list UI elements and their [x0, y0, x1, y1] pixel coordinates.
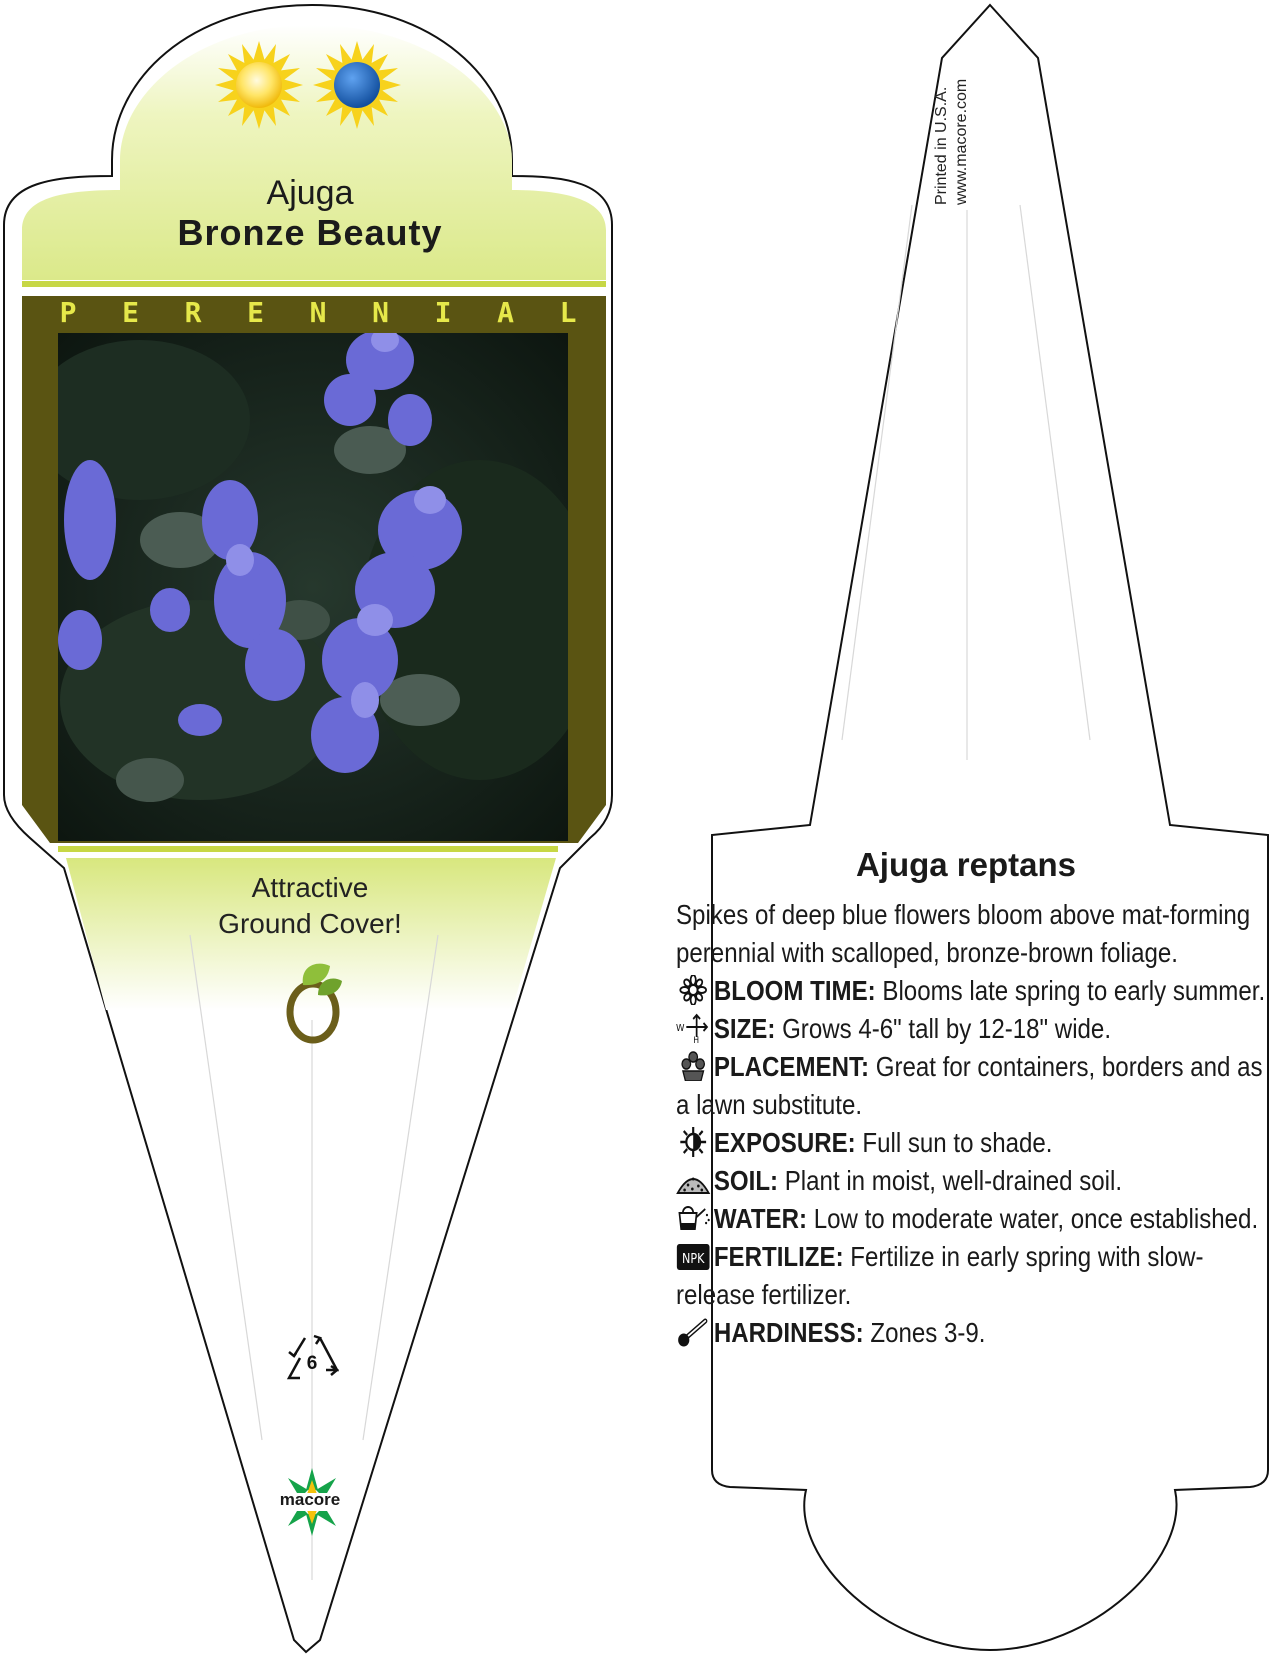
care-text: Plant in moist, well-drained soil.: [784, 1165, 1123, 1196]
header-rule: [22, 281, 606, 287]
care-item-placement: [676, 1048, 1277, 1124]
category-letter: N: [309, 296, 327, 329]
care-label: FERTILIZE:: [713, 1241, 844, 1272]
thermometer-icon: [676, 1317, 714, 1347]
care-item-soil: [676, 1162, 1277, 1200]
soil-icon: [676, 1165, 714, 1195]
category-letter: N: [372, 296, 389, 329]
category-letter: I: [434, 296, 452, 329]
npk-icon: [676, 1241, 714, 1271]
care-item-hardiness: [676, 1314, 1277, 1352]
care-item-exposure: [676, 1124, 1277, 1162]
care-label: BLOOM TIME:: [713, 975, 876, 1006]
npk-label: NPK: [681, 1251, 705, 1267]
recycle-code: 6: [306, 1353, 318, 1374]
svg-text:W: W: [676, 1022, 685, 1035]
care-text: Blooms late spring to early summer.: [882, 975, 1266, 1006]
tagline-line2: Ground Cover!: [218, 908, 402, 939]
care-text: Zones 3-9.: [870, 1317, 986, 1348]
brand-name: macore: [279, 1490, 341, 1509]
care-label: SOIL:: [713, 1165, 779, 1196]
printed-line2: www.macore.com: [953, 78, 970, 205]
care-info: [676, 896, 1276, 1352]
tagline-line1: Attractive: [251, 872, 369, 903]
full-shade-icon: [313, 41, 401, 129]
care-label: WATER:: [713, 1203, 808, 1234]
flower-icon: [676, 975, 714, 1005]
printed-in-note: [932, 79, 972, 205]
sun-shade-icon: [676, 1127, 714, 1157]
bottom-rule: [58, 846, 558, 852]
care-item-size: [676, 1010, 1277, 1048]
care-text: Full sun to shade.: [862, 1127, 1053, 1158]
printed-line1: Printed in U.S.A.: [933, 86, 950, 205]
back-tag-outline: [712, 5, 1268, 1650]
category-letter: E: [247, 296, 264, 329]
category-letter: R: [184, 296, 202, 329]
care-label: HARDINESS:: [713, 1317, 864, 1348]
category-letter: A: [497, 296, 514, 329]
plant-genus: Ajuga: [266, 174, 354, 212]
care-text: Great for containers, borders and as a lawn substitute.: [676, 1051, 1263, 1120]
plant-description: Spikes of deep blue flowers bloom above mat-forming perennial with scalloped, bronze-brown foliage.: [676, 899, 1251, 968]
botanical-name: Ajuga reptans: [855, 846, 1077, 883]
care-text: Grows 4-6" tall by 12-18" wide.: [782, 1013, 1112, 1044]
watering-can-icon: [676, 1203, 714, 1233]
care-text: Low to moderate water, once established.: [813, 1203, 1259, 1234]
full-sun-icon: [215, 41, 303, 129]
care-item-water: [676, 1200, 1277, 1238]
category-label: [58, 296, 578, 329]
care-item-bloom: [676, 972, 1277, 1010]
placement-icon: [676, 1051, 714, 1081]
category-letter: L: [559, 296, 577, 329]
svg-text:H: H: [693, 1034, 700, 1043]
care-label: PLACEMENT:: [713, 1051, 870, 1082]
care-label: SIZE:: [713, 1013, 776, 1044]
care-text: Fertilize in early spring with slow-release fertilizer.: [676, 1241, 1204, 1310]
care-item-fertilize: [676, 1238, 1277, 1314]
category-letter: P: [59, 296, 77, 329]
care-label: EXPOSURE:: [713, 1127, 856, 1158]
plant-cultivar: Bronze Beauty: [177, 212, 443, 253]
size-icon: [676, 1013, 714, 1043]
plant-photo: [30, 328, 600, 841]
category-letter: E: [122, 296, 139, 329]
tagline: [160, 870, 460, 942]
